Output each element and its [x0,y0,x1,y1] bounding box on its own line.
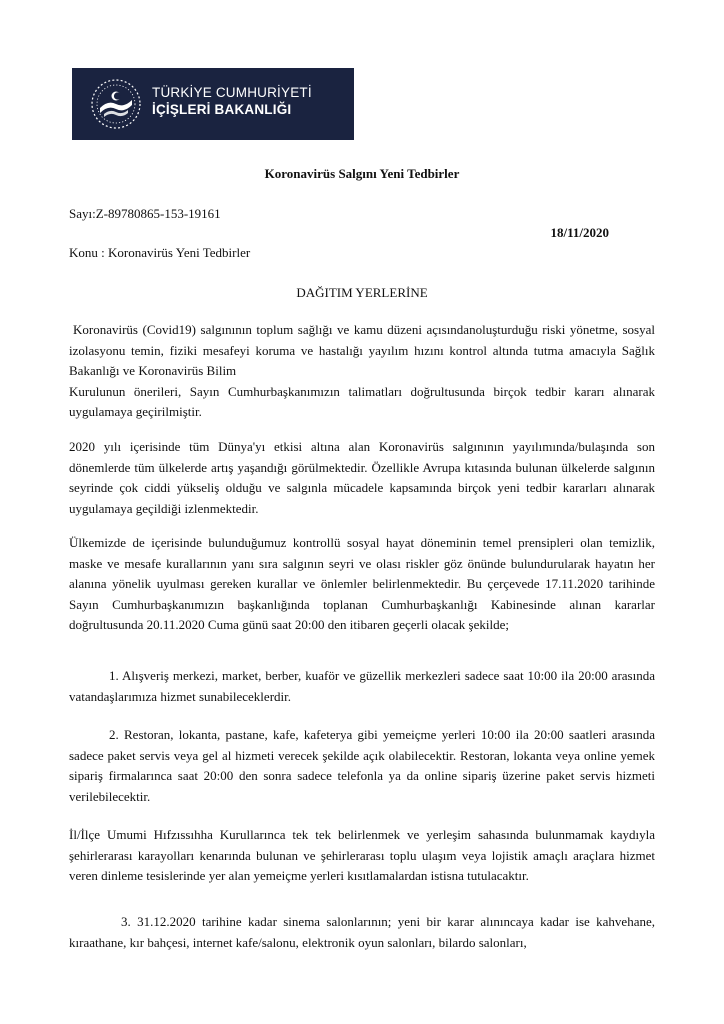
paragraph-intro-part2: Kurulunun önerileri, Sayın Cumhurbaşkanımızın talimatları doğrultusunda birçok tedbir kararı alınarak uygulamaya geçirilmiştir. [69,383,655,419]
subject-line: Konu : Koronavirüs Yeni Tedbirler [69,245,251,260]
list-item-1: 1. Alışveriş merkezi, market, berber, kuaför ve güzellik merkezleri sadece saat 10:00 ila 20:00 arasında vatandaşlarımıza hizmet sunabileceklerdir. [69,668,655,704]
reference-number: Sayı:Z-89780865-153-19161 [69,206,221,221]
document-date: 18/11/2020 [550,225,609,240]
distribution-heading: DAĞITIM YERLERİNE [296,285,428,300]
logo-text-line1: TÜRKİYE CUMHURİYETİ [152,85,312,100]
ministry-seal-icon [90,78,142,130]
logo-text-line2: İÇİŞLERİ BAKANLIĞI [152,102,292,117]
paragraph-global-situation: 2020 yılı içerisinde tüm Dünya'yı etkisi altına alan Koronavirüs salgınının yayılımında/bulaşında son dönemlerde tüm ülkelerde artış yaşandığı görülmektedir. Özellikle Avrupa kıtasında bulunan ülkelerde salgının seyrinde çok ciddi yükseliş olduğu ve salgınla mücadele kapsamında birçok yeni tedbir kararları alınarak uygulamaya geçildiği izlenmektedir. [69,439,655,516]
paragraph-intro [69,320,655,423]
paragraph-domestic-measures: Ülkemizde de içerisinde bulunduğumuz kontrollü sosyal hayat döneminin temel prensipleri olan temizlik, maske ve mesafe kurallarının yanı sıra salgının seyri ve olası riskler göz önünde bulundurularak hayatın her alanına yönelik uyulması gereken kurallar ve önlemler belirlenmektedir. Bu çerçevede 17.11.2020 tarihinde Sayın Cumhurbaşkanımızın başkanlığında toplanan Cumhurbaşkanlığı Kabinesinde alınan kararlar doğrultusunda 20.11.2020 Cuma günü saat 20:00 den itibaren geçerli olacak şekilde; [69,535,655,632]
list-item-2: 2. Restoran, lokanta, pastane, kafe, kafeterya gibi yemeiçme yerleri 10:00 ila 20:00 saatleri arasında sadece paket servis veya gel al hizmeti verecek şekilde açık olabilecektir. Restoran, lokanta veya online yemek sipariş firmalarınca saat 20:00 den sonra sadece telefonla ya da online sipariş üzerine paket servis hizmeti verilebilecektir. [69,727,655,804]
ministry-logo [72,68,354,140]
paragraph-exception: İl/İlçe Umumi Hıfzıssıhha Kurullarınca tek tek belirlenmek ve yerleşim sahasında bulunmamak kaydıyla şehirlerarası karayolları kenarında bulunan ve şehirlerarası toplu ulaşım veya lojistik amaçlı araçlara hizmet veren dinleme tesislerinde yer alan yemeiçme yerleri kısıtlamalardan istisna tutulacaktır. [69,827,655,883]
document-title: Koronavirüs Salgını Yeni Tedbirler [264,166,460,181]
list-item-3: 3. 31.12.2020 tarihine kadar sinema salonlarının; yeni bir karar alınıncaya kadar ise kahvehane, kıraathane, kır bahçesi, internet kafe/salonu, elektronik oyun salonları, bilardo salonları, [69,914,655,950]
paragraph-intro-part1: Koronavirüs (Covid19) salgınının toplum sağlığı ve kamu düzeni açısındanoluşturduğu riski yönetme, sosyal izolasyonu temin, fiziki mesafeyi koruma ve hastalığı yayılım hızını kontrol altında tutma amacıyla Sağlık Bakanlığı ve Koronavirüs Bilim [69,322,655,378]
